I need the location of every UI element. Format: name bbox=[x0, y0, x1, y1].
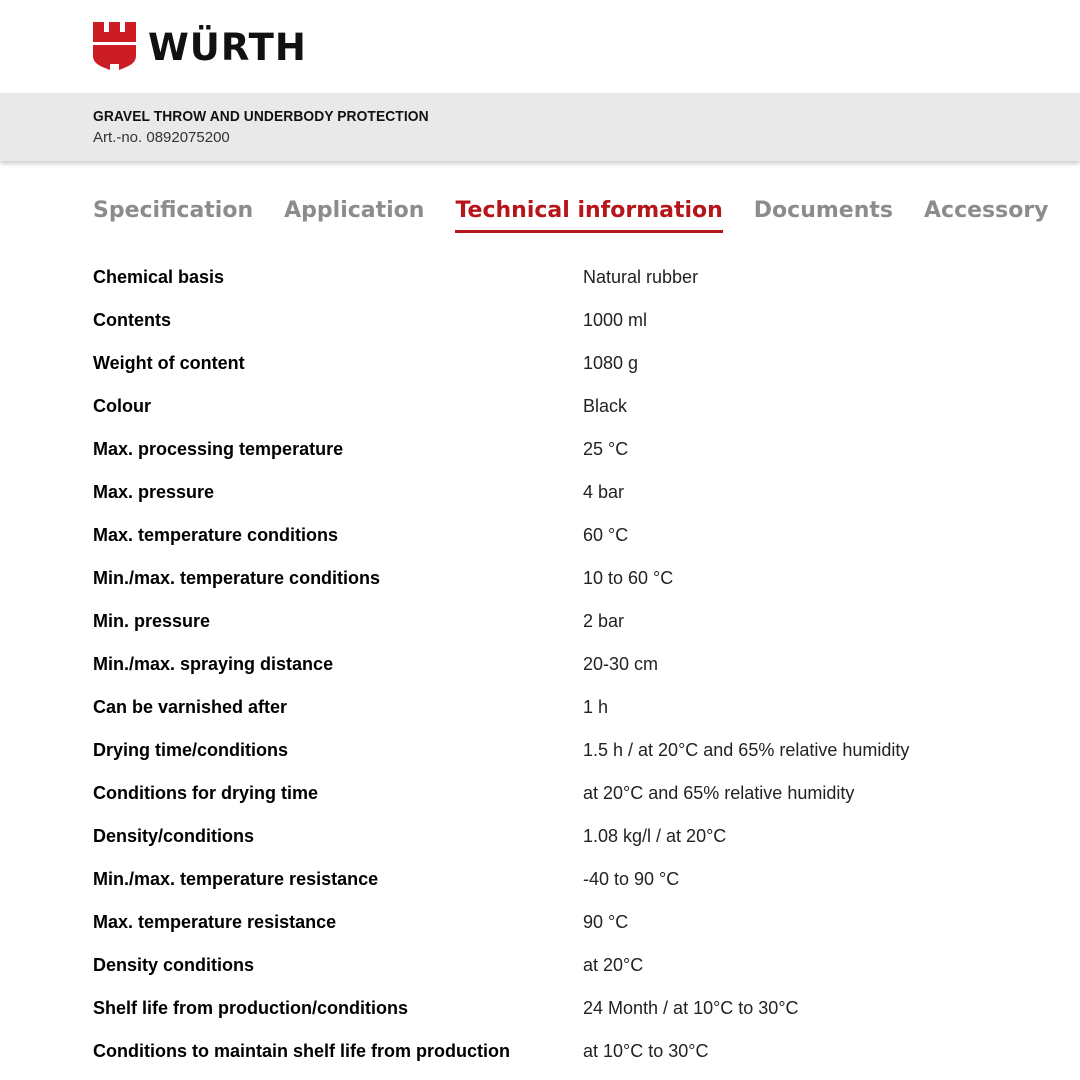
spec-value: Natural rubber bbox=[583, 267, 699, 287]
spec-value: 1 h bbox=[583, 697, 609, 717]
spec-value: 24 Month / at 10°C to 30°C bbox=[583, 998, 799, 1018]
spec-row bbox=[93, 772, 993, 815]
spec-value: 90 °C bbox=[583, 912, 629, 932]
spec-row bbox=[93, 256, 993, 299]
spec-value: 1.08 kg/l / at 20°C bbox=[583, 826, 727, 846]
tab-documents[interactable]: Documents bbox=[753, 198, 893, 223]
spec-value: 1000 ml bbox=[583, 310, 648, 330]
spec-row bbox=[93, 342, 993, 385]
spec-row bbox=[93, 987, 993, 1030]
product-title: GRAVEL THROW AND UNDERBODY PROTECTION bbox=[93, 108, 429, 125]
spec-row bbox=[93, 600, 993, 643]
spec-label: Conditions for drying time bbox=[93, 783, 318, 803]
tab-application[interactable]: Application bbox=[284, 198, 425, 223]
spec-value: 20-30 cm bbox=[583, 654, 659, 674]
spec-label: Can be varnished after bbox=[93, 697, 288, 717]
spec-label: Density conditions bbox=[93, 955, 255, 975]
tab-accessory[interactable]: Accessory bbox=[924, 198, 1049, 223]
spec-label: Weight of content bbox=[93, 353, 245, 373]
spec-value: Black bbox=[583, 396, 628, 416]
wurth-logo-icon bbox=[93, 22, 136, 70]
spec-value: 2 bar bbox=[583, 611, 625, 631]
spec-label: Drying time/conditions bbox=[93, 740, 289, 760]
spec-label: Chemical basis bbox=[93, 267, 225, 287]
spec-row bbox=[93, 815, 993, 858]
spec-value: 1.5 h / at 20°C and 65% relative humidity bbox=[583, 740, 910, 760]
spec-row bbox=[93, 514, 993, 557]
spec-row bbox=[93, 858, 993, 901]
technical-spec-table bbox=[93, 256, 993, 1073]
spec-row bbox=[93, 944, 993, 987]
spec-label: Min./max. spraying distance bbox=[93, 654, 334, 674]
spec-row bbox=[93, 428, 993, 471]
spec-row bbox=[93, 385, 993, 428]
product-article-number: Art.-no. 0892075200 bbox=[93, 129, 230, 146]
spec-row bbox=[93, 1030, 993, 1073]
spec-row bbox=[93, 686, 993, 729]
spec-row bbox=[93, 471, 993, 514]
spec-value: at 10°C to 30°C bbox=[583, 1041, 709, 1061]
brand-name: WÜRTH bbox=[148, 25, 307, 69]
spec-label: Max. processing temperature bbox=[93, 439, 344, 459]
spec-label: Min. pressure bbox=[93, 611, 211, 631]
spec-value: at 20°C and 65% relative humidity bbox=[583, 783, 855, 803]
spec-label: Contents bbox=[93, 310, 171, 330]
spec-label: Min./max. temperature conditions bbox=[93, 568, 381, 588]
product-tabs bbox=[93, 196, 1049, 233]
spec-row bbox=[93, 729, 993, 772]
spec-row bbox=[93, 299, 993, 342]
wurth-logo[interactable] bbox=[93, 22, 307, 70]
spec-value: 4 bar bbox=[583, 482, 625, 502]
spec-value: at 20°C bbox=[583, 955, 644, 975]
spec-value: 10 to 60 °C bbox=[583, 568, 674, 588]
spec-value: -40 to 90 °C bbox=[583, 869, 680, 889]
spec-row bbox=[93, 901, 993, 944]
spec-value: 60 °C bbox=[583, 525, 629, 545]
site-header bbox=[0, 0, 1080, 93]
spec-label: Min./max. temperature resistance bbox=[93, 869, 379, 889]
spec-label: Shelf life from production/conditions bbox=[93, 998, 408, 1018]
spec-label: Density/conditions bbox=[93, 826, 255, 846]
spec-label: Colour bbox=[93, 396, 151, 416]
tab-technical-information[interactable]: Technical information bbox=[455, 196, 722, 233]
spec-row bbox=[93, 557, 993, 600]
spec-value: 25 °C bbox=[583, 439, 629, 459]
spec-label: Conditions to maintain shelf life from production bbox=[93, 1041, 510, 1061]
spec-row bbox=[93, 643, 993, 686]
product-header bbox=[0, 93, 1080, 161]
spec-label: Max. temperature resistance bbox=[93, 912, 337, 932]
spec-label: Max. temperature conditions bbox=[93, 525, 339, 545]
spec-value: 1080 g bbox=[583, 353, 639, 373]
tab-specification[interactable]: Specification bbox=[93, 198, 254, 223]
spec-label: Max. pressure bbox=[93, 482, 215, 502]
